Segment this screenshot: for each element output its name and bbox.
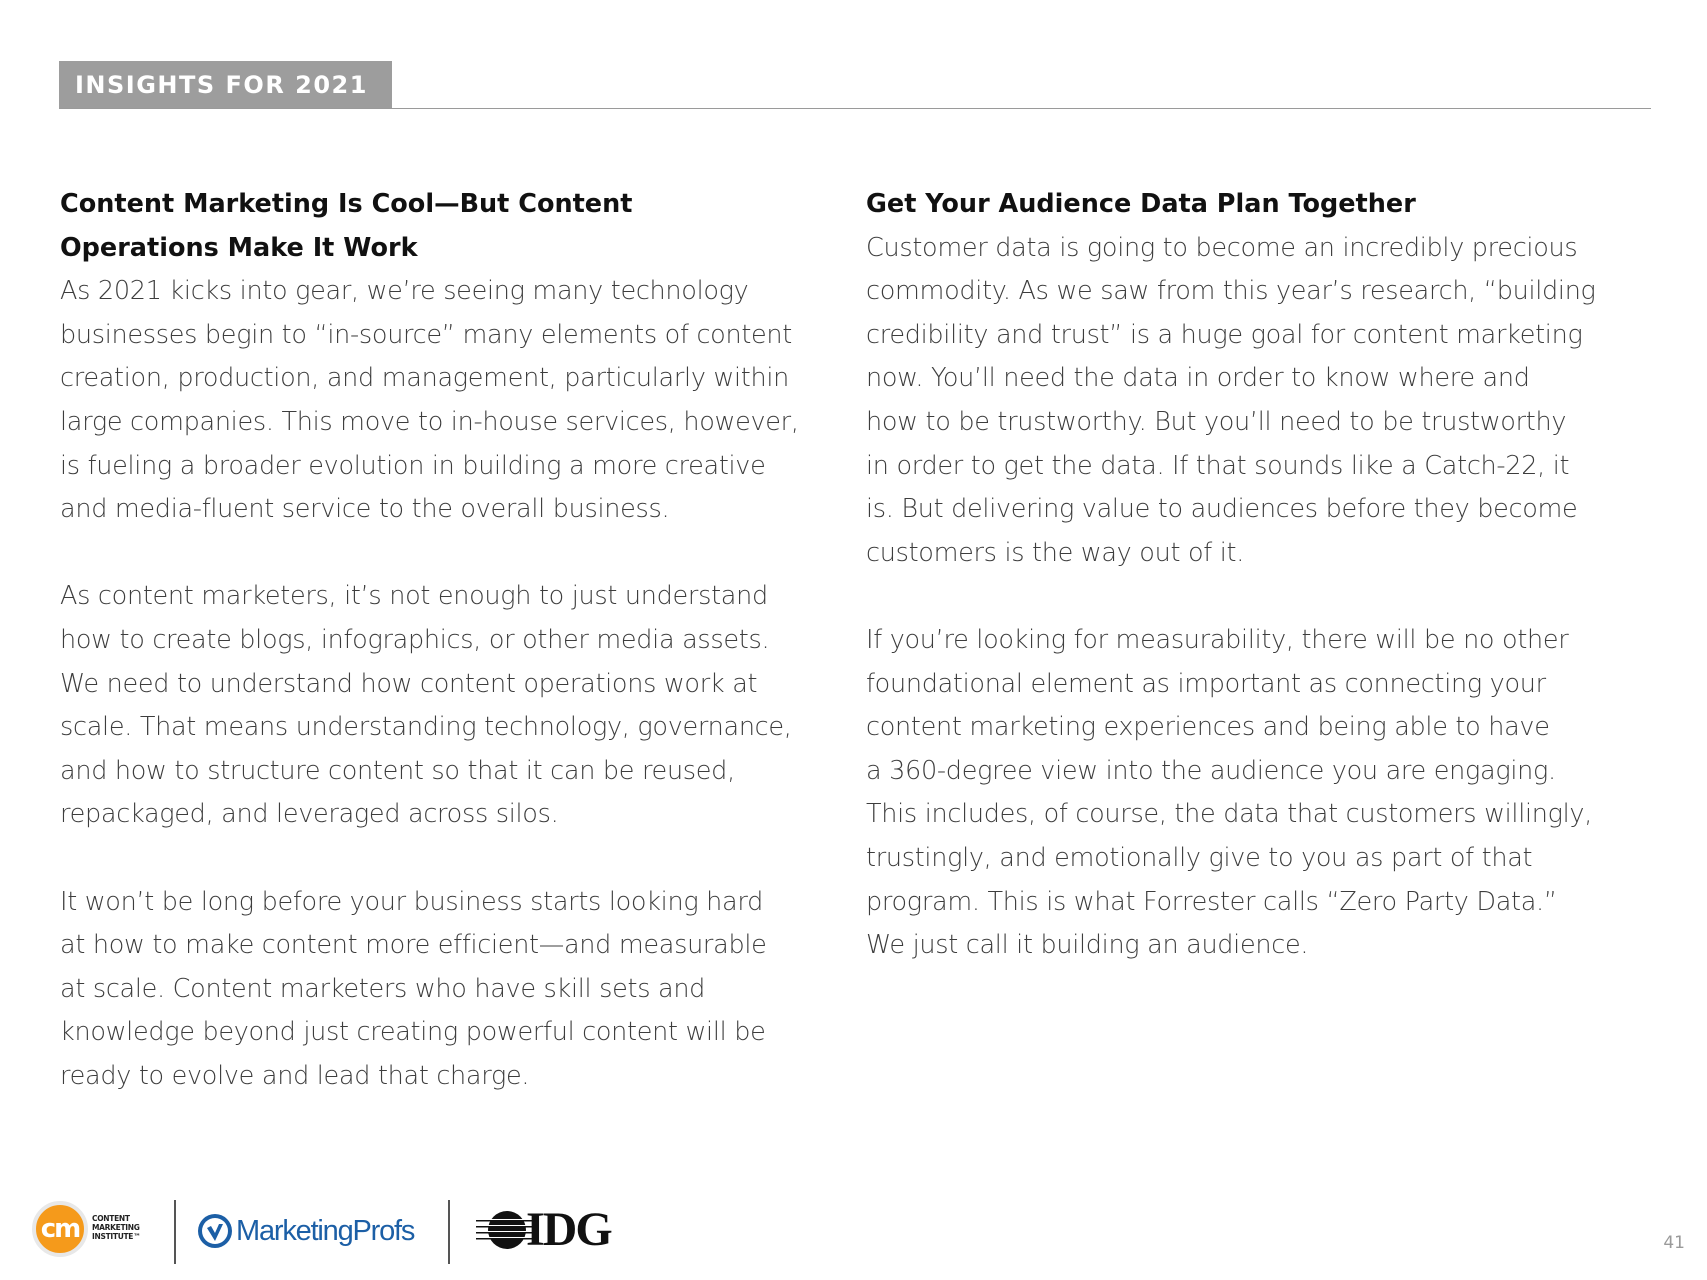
right-heading-line: Get Your Audience Data Plan Together xyxy=(866,189,1416,219)
text-line: commodity. As we saw from this year’s research, “building xyxy=(866,276,1596,307)
text-line: is. But delivering value to audiences before they become xyxy=(866,494,1578,525)
text-line: how to be trustworthy. But you’ll need to be trustworthy xyxy=(866,406,1567,437)
cmi-logo xyxy=(32,1200,172,1264)
right-paragraph-1 xyxy=(866,227,1666,576)
text-line: is fueling a broader evolution in building a more creative xyxy=(60,450,766,481)
right-paragraph-2 xyxy=(866,619,1666,968)
text-line: and how to structure content so that it can be reused, xyxy=(60,755,735,786)
logo-divider xyxy=(174,1200,176,1264)
logo-divider xyxy=(448,1200,450,1264)
left-paragraph-1 xyxy=(60,270,860,532)
text-line: This includes, of course, the data that customers willingly, xyxy=(866,799,1593,830)
marketingprofs-wordmark: MarketingProfs xyxy=(236,1215,415,1247)
left-paragraph-3 xyxy=(60,881,860,1099)
text-line: now. You’ll need the data in order to know where and xyxy=(866,363,1530,394)
text-line: If you’re looking for measurability, there will be no other xyxy=(866,624,1569,655)
text-line: It won’t be long before your business starts looking hard xyxy=(60,886,763,917)
text-line: knowledge beyond just creating powerful content will be xyxy=(60,1017,766,1048)
text-line: businesses begin to “in-source” many elements of content xyxy=(60,319,792,350)
cmi-logo-line: INSTITUTE™ xyxy=(92,1232,141,1241)
text-line: a 360-degree view into the audience you are engaging. xyxy=(866,755,1556,786)
text-line: As 2021 kicks into gear, we’re seeing many technology xyxy=(60,276,749,307)
text-line: Customer data is going to become an incredibly precious xyxy=(866,232,1578,263)
text-line: As content marketers, it’s not enough to just understand xyxy=(60,581,768,612)
left-column xyxy=(60,183,860,1098)
text-line: large companies. This move to in-house services, however, xyxy=(60,406,799,437)
idg-wordmark: IDG xyxy=(526,1203,611,1256)
footer-logos xyxy=(32,1200,732,1264)
text-line: customers is the way out of it. xyxy=(866,537,1245,568)
header-rule xyxy=(59,108,1651,109)
idg-logo xyxy=(474,1203,634,1256)
text-line: creation, production, and management, particularly within xyxy=(60,363,789,394)
text-line: and media-fluent service to the overall business. xyxy=(60,494,670,525)
text-line: how to create blogs, infographics, or other media assets. xyxy=(60,624,770,655)
section-label: INSIGHTS FOR 2021 xyxy=(59,61,392,109)
cmi-logo-mark: cm xyxy=(32,1201,88,1257)
cmi-logo-text xyxy=(92,1214,140,1241)
text-line: We need to understand how content operations work at xyxy=(60,668,758,699)
text-line: credibility and trust” is a huge goal for content marketing xyxy=(866,319,1583,350)
left-heading-line: Content Marketing Is Cool—But Content xyxy=(60,189,633,219)
text-line: in order to get the data. If that sounds like a Catch-22, it xyxy=(866,450,1570,481)
marketingprofs-icon xyxy=(196,1212,234,1250)
right-heading xyxy=(866,183,1666,227)
left-paragraph-2 xyxy=(60,575,860,837)
left-heading xyxy=(60,183,860,270)
text-line: We just call it building an audience. xyxy=(866,930,1309,961)
text-line: repackaged, and leveraged across silos. xyxy=(60,799,559,830)
page-number: 41 xyxy=(1663,1233,1685,1253)
text-line: foundational element as important as connecting your xyxy=(866,668,1546,699)
text-line: ready to evolve and lead that charge. xyxy=(60,1060,530,1091)
text-line: program. This is what Forrester calls “Zero Party Data.” xyxy=(866,886,1557,917)
right-column xyxy=(866,183,1666,968)
text-line: scale. That means understanding technology, governance, xyxy=(60,712,792,743)
text-line: at scale. Content marketers who have skill sets and xyxy=(60,973,706,1004)
text-line: content marketing experiences and being able to have xyxy=(866,712,1550,743)
text-line: at how to make content more efficient—and measurable xyxy=(60,930,767,961)
cmi-logo-line: CONTENT xyxy=(92,1214,130,1223)
text-line: trustingly, and emotionally give to you as part of that xyxy=(866,842,1533,873)
cmi-logo-line: MARKETING xyxy=(92,1223,140,1232)
left-heading-line: Operations Make It Work xyxy=(60,232,418,263)
